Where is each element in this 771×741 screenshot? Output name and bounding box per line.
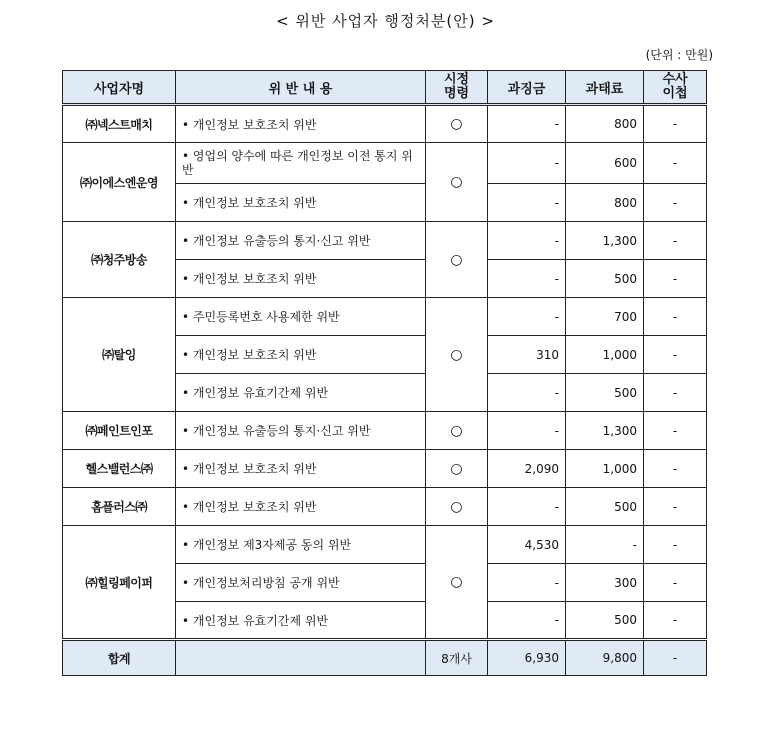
violation-text: • 개인정보 보호조치 위반: [176, 336, 426, 374]
violation-text: • 영업의 양수에 따른 개인정보 이전 통지 위반: [176, 143, 426, 184]
violation-text: • 개인정보 보호조치 위반: [176, 184, 426, 222]
penalty-value: 310: [488, 336, 566, 374]
penalty-value: 2,090: [488, 450, 566, 488]
total-order: 8개사: [426, 640, 488, 676]
company-name: ㈜탈잉: [63, 298, 176, 412]
violation-text: • 개인정보 유출등의 통지·신고 위반: [176, 412, 426, 450]
penalty-value: -: [488, 488, 566, 526]
fine-value: 300: [566, 564, 644, 602]
fine-value: 500: [566, 602, 644, 640]
fine-value: 800: [566, 105, 644, 143]
violation-text: • 개인정보 유출등의 통지·신고 위반: [176, 222, 426, 260]
table-row: [63, 526, 707, 564]
fine-value: 1,000: [566, 336, 644, 374]
referral-value: -: [644, 298, 707, 336]
violation-text: • 개인정보 보호조치 위반: [176, 488, 426, 526]
company-name: ㈜청주방송: [63, 222, 176, 298]
referral-value: -: [644, 526, 707, 564]
order-mark: ○: [426, 222, 488, 298]
total-fine: 9,800: [566, 640, 644, 676]
fine-value: 600: [566, 143, 644, 184]
referral-value: -: [644, 488, 707, 526]
referral-value: -: [644, 222, 707, 260]
header-company: 사업자명: [63, 71, 176, 105]
violation-text: • 개인정보 보호조치 위반: [176, 450, 426, 488]
table-row: [63, 298, 707, 336]
company-name: 홈플러스㈜: [63, 488, 176, 526]
fine-value: 800: [566, 184, 644, 222]
violation-text: • 개인정보 제3자제공 동의 위반: [176, 526, 426, 564]
penalty-value: -: [488, 184, 566, 222]
header-referral: 수사 이첩: [644, 71, 707, 105]
order-mark: ○: [426, 526, 488, 640]
penalty-value: -: [488, 564, 566, 602]
header-order: 시정 명령: [426, 71, 488, 105]
referral-value: -: [644, 450, 707, 488]
table-row: [63, 412, 707, 450]
order-mark: ○: [426, 412, 488, 450]
company-name: ㈜힐링페이퍼: [63, 526, 176, 640]
order-mark: ○: [426, 298, 488, 412]
header-fine: 과태료: [566, 71, 644, 105]
fine-value: 1,300: [566, 412, 644, 450]
referral-value: -: [644, 336, 707, 374]
violation-text: • 개인정보 보호조치 위반: [176, 260, 426, 298]
order-mark: ○: [426, 450, 488, 488]
header-violation: 위 반 내 용: [176, 71, 426, 105]
total-violation: [176, 640, 426, 676]
fine-value: 700: [566, 298, 644, 336]
sanctions-table: [62, 70, 707, 676]
penalty-value: -: [488, 260, 566, 298]
order-mark: ○: [426, 105, 488, 143]
order-mark: ○: [426, 488, 488, 526]
referral-value: -: [644, 374, 707, 412]
penalty-value: -: [488, 143, 566, 184]
table-row: [63, 488, 707, 526]
fine-value: 500: [566, 374, 644, 412]
referral-value: -: [644, 602, 707, 640]
penalty-value: -: [488, 374, 566, 412]
order-mark: ○: [426, 143, 488, 222]
table-row: [63, 222, 707, 260]
violation-text: • 개인정보 유효기간제 위반: [176, 602, 426, 640]
penalty-value: -: [488, 298, 566, 336]
fine-value: 500: [566, 260, 644, 298]
fine-value: -: [566, 526, 644, 564]
total-label: 합계: [63, 640, 176, 676]
penalty-value: 4,530: [488, 526, 566, 564]
total-referral: -: [644, 640, 707, 676]
violation-text: • 개인정보 보호조치 위반: [176, 105, 426, 143]
penalty-value: -: [488, 105, 566, 143]
violation-text: • 개인정보처리방침 공개 위반: [176, 564, 426, 602]
table-body: [63, 105, 707, 676]
table-row: [63, 450, 707, 488]
header-row: [63, 71, 707, 105]
document-title: < 위반 사업자 행정처분(안) >: [276, 12, 495, 30]
referral-value: -: [644, 260, 707, 298]
company-name: ㈜페인트인포: [63, 412, 176, 450]
penalty-value: -: [488, 412, 566, 450]
company-name: 헬스밸런스㈜: [63, 450, 176, 488]
fine-value: 1,300: [566, 222, 644, 260]
header-penalty: 과징금: [488, 71, 566, 105]
referral-value: -: [644, 184, 707, 222]
referral-value: -: [644, 564, 707, 602]
penalty-value: -: [488, 602, 566, 640]
table-row: [63, 105, 707, 143]
company-name: ㈜넥스트매치: [63, 105, 176, 143]
violation-text: • 개인정보 유효기간제 위반: [176, 374, 426, 412]
penalty-value: -: [488, 222, 566, 260]
fine-value: 1,000: [566, 450, 644, 488]
fine-value: 500: [566, 488, 644, 526]
referral-value: -: [644, 412, 707, 450]
total-penalty: 6,930: [488, 640, 566, 676]
table-row: [63, 143, 707, 184]
referral-value: -: [644, 105, 707, 143]
total-row: [63, 640, 707, 676]
referral-value: -: [644, 143, 707, 184]
unit-note: (단위 : 만원): [645, 48, 713, 62]
company-name: ㈜이에스엔운영: [63, 143, 176, 222]
violation-text: • 주민등록번호 사용제한 위반: [176, 298, 426, 336]
